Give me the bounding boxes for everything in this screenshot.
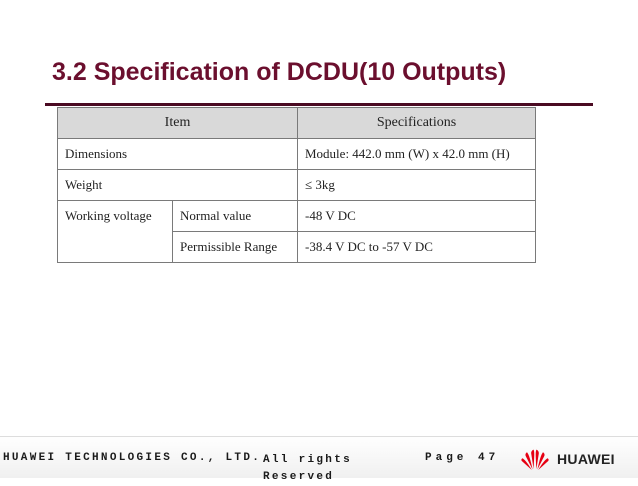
huawei-petal-logo-icon <box>519 447 551 471</box>
table-row <box>58 139 536 170</box>
header-item: Item <box>58 108 298 139</box>
table-row <box>58 201 536 232</box>
table-row <box>58 170 536 201</box>
footer-divider <box>0 436 638 437</box>
spec-table <box>57 107 536 263</box>
row-normal-spec: -48 V DC <box>298 201 536 232</box>
footer-page-number: Page 47 <box>425 452 500 464</box>
footer-company: HUAWEI TECHNOLOGIES CO., LTD. <box>3 452 262 464</box>
footer-rights: All rights Reserved <box>263 454 353 483</box>
row-normal-name: Normal value <box>173 201 298 232</box>
header-specifications: Specifications <box>298 108 536 139</box>
huawei-logo-text: HUAWEI <box>557 451 615 467</box>
row-dimensions-spec: Module: 442.0 mm (W) x 42.0 mm (H) <box>298 139 536 170</box>
row-weight-spec: ≤ 3kg <box>298 170 536 201</box>
table-header-row <box>58 108 536 139</box>
row-weight-item: Weight <box>58 170 298 201</box>
huawei-logo <box>519 447 615 471</box>
row-range-spec: -38.4 V DC to -57 V DC <box>298 232 536 263</box>
row-voltage-item: Working voltage <box>58 201 173 263</box>
row-range-name: Permissible Range <box>173 232 298 263</box>
row-dimensions-item: Dimensions <box>58 139 298 170</box>
slide-title: 3.2 Specification of DCDU(10 Outputs) <box>52 58 507 86</box>
title-underline <box>45 103 593 106</box>
